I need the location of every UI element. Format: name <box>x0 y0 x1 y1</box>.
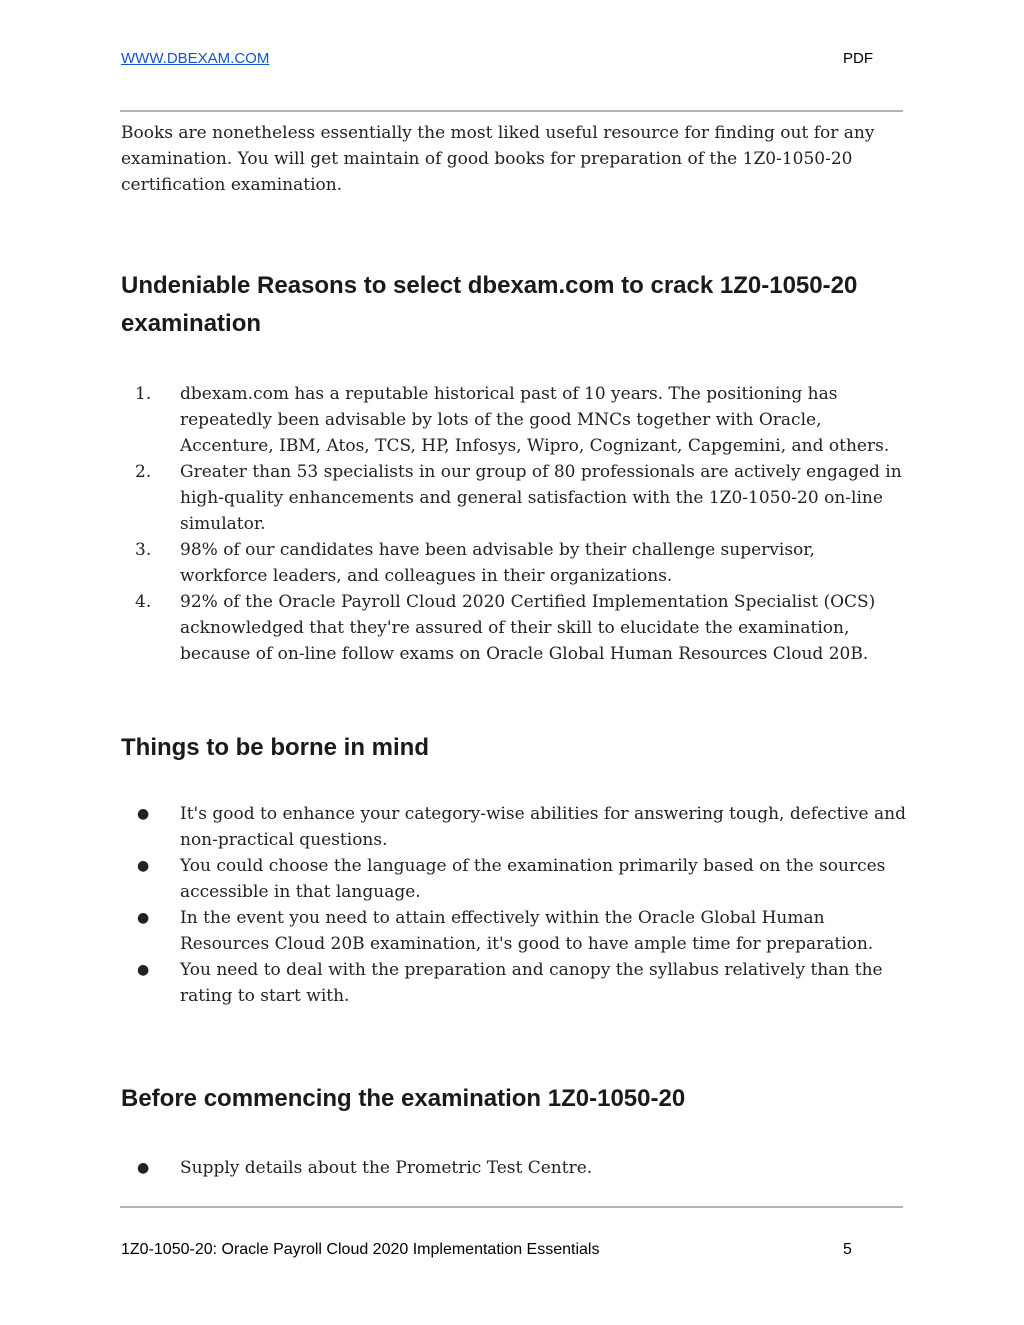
list-number: 2. <box>135 462 152 482</box>
section-heading-things: Things to be borne in mind <box>121 734 429 761</box>
footer-doc-title: 1Z0-1050-20: Oracle Payroll Cloud 2020 Implementation Essentials <box>121 1241 600 1258</box>
list-item-text: You could choose the language of the examination primarily based on the sources accessible in that language. <box>180 856 886 902</box>
bullet-icon: ● <box>137 806 150 822</box>
intro-paragraph: Books are nonetheless essentially the most liked useful resource for finding out for any examination. You will get maintain of good books for preparation of the 1Z0-1050-20 certification examination. <box>121 123 875 195</box>
list-item-text: 92% of the Oracle Payroll Cloud 2020 Certified Implementation Specialist (OCS) acknowledged that they're assured of their skill to elucidate the examination, because of on-line follow exams on Oracle Global Human Resources Cloud 20B. <box>180 592 876 664</box>
reasons-list <box>121 381 906 667</box>
section-heading-before: Before commencing the examination 1Z0-1050-20 <box>121 1085 686 1112</box>
section-heading-reasons: Undeniable Reasons to select dbexam.com to crack 1Z0-1050-20 examination <box>121 272 858 337</box>
list-item-text: Supply details about the Prometric Test Centre. <box>180 1158 593 1178</box>
bullet-icon: ● <box>137 962 150 978</box>
list-item <box>121 957 906 1009</box>
list-item <box>121 381 906 459</box>
list-number: 1. <box>135 384 152 404</box>
list-item <box>121 1155 906 1181</box>
footer-divider <box>120 1206 903 1208</box>
bullet-icon: ● <box>137 858 150 874</box>
list-item <box>121 537 906 589</box>
bullet-icon: ● <box>137 910 150 926</box>
list-item-text: Greater than 53 specialists in our group of 80 professionals are actively engaged in high-quality enhancements and general satisfaction with the 1Z0-1050-20 on-line simulator. <box>180 462 902 534</box>
list-number: 4. <box>135 592 152 612</box>
list-item <box>121 801 906 853</box>
page-number: 5 <box>843 1241 852 1258</box>
site-link[interactable]: WWW.DBEXAM.COM <box>121 50 270 67</box>
list-item-text: dbexam.com has a reputable historical past of 10 years. The positioning has repeatedly been advisable by lots of the good MNCs together with Oracle, Accenture, IBM, Atos, TCS, HP, Infosys, Wipro, Cognizant, Capgemini, and others. <box>180 384 890 456</box>
format-label: PDF <box>843 50 873 67</box>
list-item-text: It's good to enhance your category-wise abilities for answering tough, defective and non-practical questions. <box>180 804 906 850</box>
bullet-icon: ● <box>137 1160 150 1176</box>
list-item-text: In the event you need to attain effectively within the Oracle Global Human Resources Cloud 20B examination, it's good to have ample time for preparation. <box>180 908 874 954</box>
list-number: 3. <box>135 540 152 560</box>
list-item <box>121 589 906 667</box>
header-divider <box>120 110 903 112</box>
list-item <box>121 853 906 905</box>
list-item <box>121 459 906 537</box>
list-item <box>121 905 906 957</box>
things-list <box>121 801 906 1009</box>
before-list <box>121 1155 906 1181</box>
list-item-text: 98% of our candidates have been advisable by their challenge supervisor, workforce leaders, and colleagues in their organizations. <box>180 540 815 586</box>
list-item-text: You need to deal with the preparation and canopy the syllabus relatively than the rating to start with. <box>180 960 883 1006</box>
